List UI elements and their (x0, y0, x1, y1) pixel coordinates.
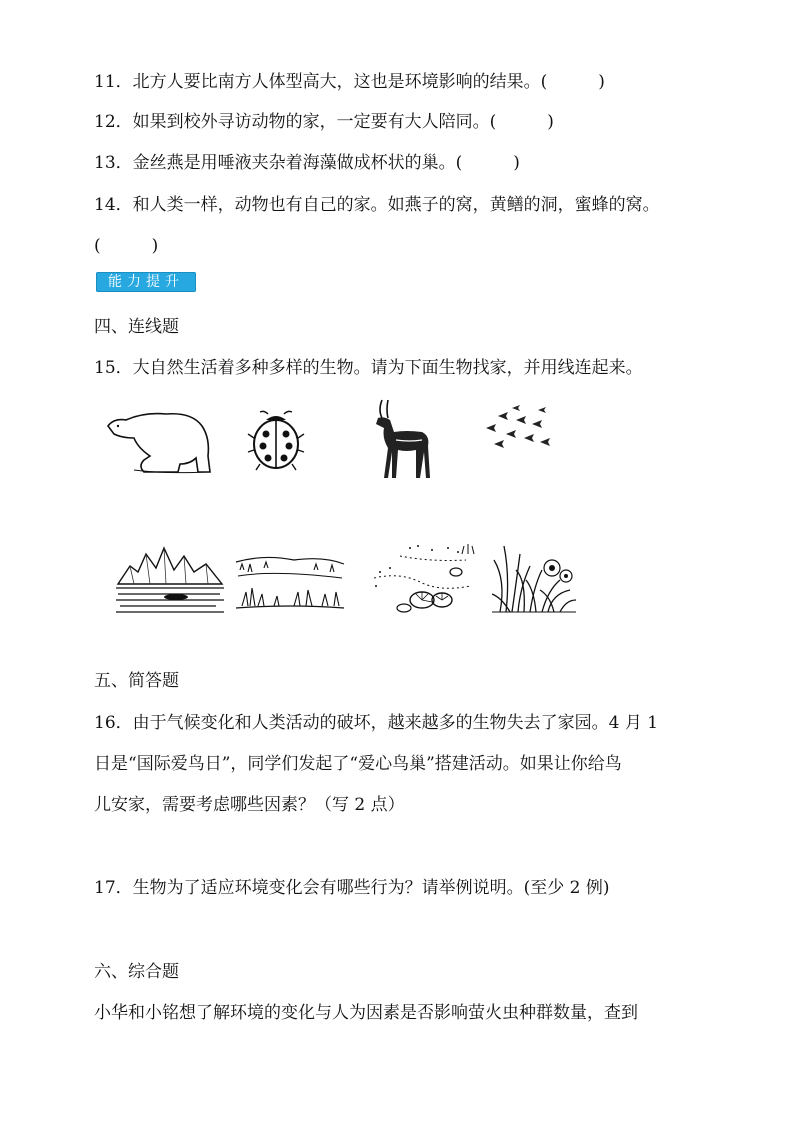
question-12: 12．如果到校外寻访动物的家，一定要有大人陪同。( ) (94, 112, 554, 132)
question-16-line2: 日是“国际爱鸟日”，同学们发起了“爱心鸟巢”搭建活动。如果让你给鸟 (94, 754, 622, 774)
question-16-line3: 儿安家，需要考虑哪些因素？（写 2 点） (94, 795, 405, 815)
question-15: 15．大自然生活着多种多样的生物。请为下面生物找家，并用线连起来。 (94, 358, 643, 378)
antelope-image (366, 396, 438, 482)
question-14-line2: ( ) (94, 236, 159, 256)
question-17: 17．生物为了适应环境变化会有哪些行为？请举例说明。(至少 2 例) (94, 878, 610, 898)
iceberg-sea-image (116, 542, 224, 614)
section-6-title: 六、综合题 (94, 962, 179, 982)
grassland-image (234, 548, 346, 610)
section-5-title: 五、简答题 (94, 671, 179, 691)
question-13: 13．金丝燕是用唾液夹杂着海藻做成杯状的巢。( ) (94, 153, 520, 173)
ability-badge: 能力提升 (96, 272, 196, 292)
pond-image (370, 542, 482, 614)
polar-bear-image (104, 404, 216, 476)
section-4-title: 四、连线题 (94, 317, 179, 337)
ladybug-image (246, 408, 306, 472)
grass-clump-image (490, 540, 578, 614)
question-16-line1: 16．由于气候变化和人类活动的破坏，越来越多的生物失去了家园。4 月 1 (94, 713, 659, 733)
section-6-intro: 小华和小铭想了解环境的变化与人为因素是否影响萤火虫种群数量，查到 (94, 1003, 638, 1023)
question-14-line1: 14．和人类一样，动物也有自己的家。如燕子的窝，黄鳝的洞，蜜蜂的窝。 (94, 195, 660, 215)
question-11: 11．北方人要比南方人体型高大，这也是环境影响的结果。( ) (94, 72, 605, 92)
fish-school-image (482, 404, 554, 456)
